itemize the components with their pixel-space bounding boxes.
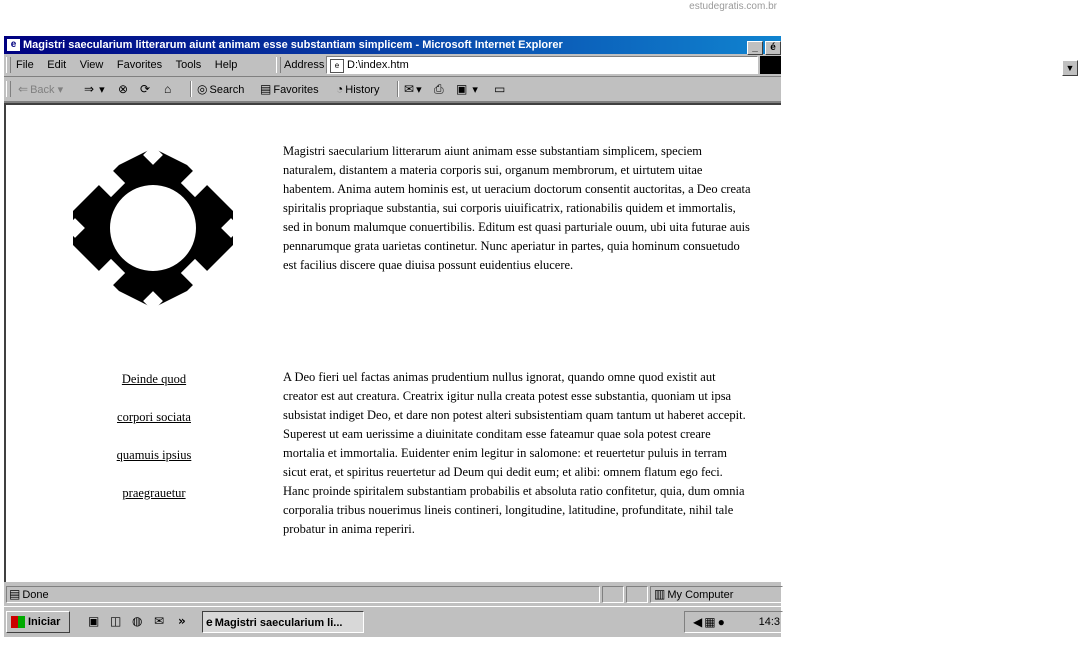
menu-file[interactable]: File [16,59,34,71]
toolbar-separator [190,81,192,97]
address-label: Address [284,59,325,71]
toolbar-grip[interactable] [6,57,11,73]
start-label: Iniciar [28,616,61,628]
history-icon: ◔ [336,82,344,96]
favorites-button[interactable] [260,82,319,96]
quick-launch-ie-icon[interactable]: ◍ [132,614,143,628]
back-button[interactable]: ⇐ Back ▾ [18,82,64,96]
menu-bar [4,54,1075,77]
status-text-panel [6,586,600,603]
refresh-button[interactable] [140,82,152,96]
network-icon[interactable]: ▦ [704,615,716,629]
address-grip[interactable] [276,57,281,73]
link-praegrauetur[interactable]: praegrauetur [122,486,186,500]
link-quamuis-ipsius[interactable]: quamuis ipsius [116,448,192,462]
search-icon: ◎ [197,82,208,96]
quick-launch-mail-icon[interactable]: ✉ [154,614,165,628]
ie-task-icon: e [206,615,213,629]
stop-button[interactable] [118,82,130,96]
zone-text: My Computer [667,589,734,601]
title-bar[interactable] [4,36,781,54]
taskbar-window-button[interactable] [202,611,364,633]
address-dropdown-icon[interactable]: ▼ [1062,60,1078,76]
taskbar [4,606,781,637]
windows-flag-icon [11,616,25,628]
edit-icon: ▣ [456,82,468,96]
history-button[interactable] [336,82,379,96]
system-tray [684,611,783,633]
watermark: estudegratis.com.br [689,1,777,12]
link-list [64,370,244,522]
toolbar-separator [397,81,399,97]
home-button[interactable] [164,82,173,96]
quick-launch-desktop-icon[interactable]: ▣ [88,614,100,628]
standard-toolbar [4,77,781,103]
ie-icon: e [7,39,20,51]
menu-edit[interactable]: Edit [47,59,67,71]
address-value[interactable]: D:\index.htm [347,59,409,71]
link-deinde-quod[interactable]: Deinde quod [121,372,187,386]
favorites-label: Favorites [273,84,319,96]
page-content [4,103,781,582]
stop-icon: ⊗ [118,82,129,96]
clock[interactable]: 14:3 [758,616,780,628]
status-cell [626,586,648,603]
search-label: Search [209,84,245,96]
refresh-icon: ⟳ [140,82,151,96]
discuss-button[interactable] [494,82,507,96]
maximize-button[interactable]: é [765,41,781,55]
quick-launch-chevron[interactable]: » [178,614,186,628]
favorites-icon: ▤ [260,82,272,96]
tray-app-icon[interactable]: ● [717,615,725,629]
windows-logo-icon [760,56,781,74]
status-text: Done [22,589,49,601]
window-title: Magistri saecularium litterarum aiunt animam esse substantiam simplicem - Microsoft Internet Explorer [23,39,563,51]
paragraph-body: A Deo fieri uel factas animas prudentium nullus ignorat, quando omne quod existit aut creator est aut creatura. Creatrix igitur nulla creata potest esse substantia, quoniam ut ipsa subsistat indiget Deo, et dare non potest alteri subsistentiam quam tantum ut haberet accepit. Superest ut eam uerissime a diuinitate conditam esse fateamur quae sola potest creare mortalia et immortalia. Euidenter enim legitur in salomone: et reuertetur puluis in terram sicut erat, et spiritus reuertetur ad Deum qui dedit eum; et alibi: omnem flatum ego feci. Hanc proinde spiritalem substantiam probabilis et absoluta ratio confitetur, quia, dum omnia corporalia tribus nouerimus lineis contineri, longitudine, latitudine, profunditate, nihil tale probatur in anima reperiri. [283,370,746,536]
edit-button[interactable]: ▣ ▾ [456,82,478,96]
paragraph-intro: Magistri saecularium litterarum aiunt animam esse substantiam simplicem, speciem naturalem, distantem a materia corporis sui, organum membrorum, et uirtutem uitae habentem. Anima autem hominis est, ut ueracium doctorum consentit auctoritas, a Deo creata spiritalis propriaque substantia, sui corporis uiuificatrix, rationabilis quidem et immortalis, sed in bonum malumque conuertibilis. Editum est quasi parturiale ouum, ubi uita futurae auis pennarumque grata uarietas continetur. Nunc aperiatur in partes, quia hominum consuetudo est facilius discere quae diuisa possunt euidentius elucere. [283,144,751,272]
home-icon: ⌂ [164,82,172,96]
ornament-emblem-icon [63,143,243,313]
address-input[interactable] [326,56,1075,74]
print-button[interactable] [434,82,446,97]
back-label: Back [30,84,55,96]
print-icon: ⎙ [434,82,444,96]
computer-icon: ▥ [654,587,666,601]
back-arrow-icon: ⇐ [18,82,29,96]
menu-tools[interactable]: Tools [175,59,202,71]
page-icon: e [330,59,344,73]
mail-button[interactable]: ✉ ▾ [404,82,422,96]
toolbar-grip[interactable] [6,81,11,97]
link-corpori-sociata[interactable]: corpori sociata [117,410,191,424]
menu-favorites[interactable]: Favorites [116,59,163,71]
discuss-icon: ▭ [494,82,506,96]
minimize-button[interactable]: _ [747,41,763,55]
quick-launch-explorer-icon[interactable]: ◫ [110,614,122,628]
status-cell [602,586,624,603]
forward-button[interactable]: ⇒ ▾ [84,82,105,96]
history-label: History [345,84,380,96]
zone-panel [650,586,783,603]
menu-view[interactable]: View [79,59,104,71]
menu-help[interactable]: Help [214,59,238,71]
forward-arrow-icon: ⇒ [84,82,95,96]
mail-icon: ✉ [404,82,415,96]
status-bar [4,584,781,604]
browser-window [4,36,1075,636]
start-button[interactable] [6,611,70,633]
taskbar-window-label: Magistri saecularium li... [214,617,343,629]
volume-icon[interactable]: ◀ [693,615,703,629]
search-button[interactable] [197,82,244,96]
page-done-icon: ▤ [9,587,21,601]
